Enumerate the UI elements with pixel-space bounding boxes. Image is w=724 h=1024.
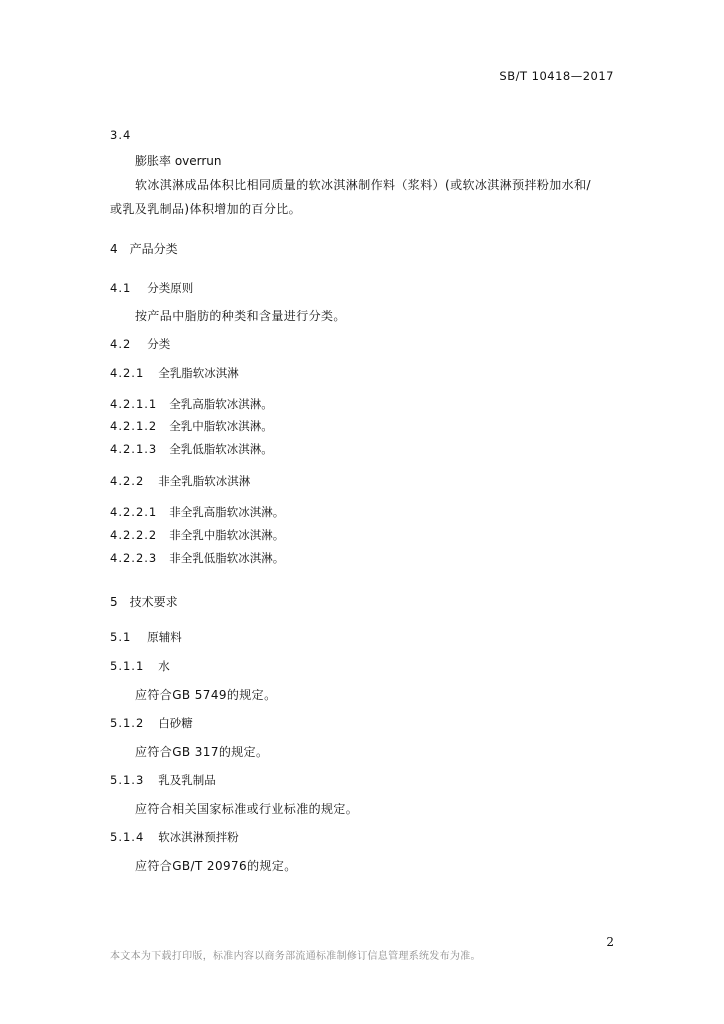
subsection-title: 软冰淇淋预拌粉 [158,830,239,844]
subsection-number: 5.1.1 [110,659,145,673]
clause-number-3-4: 3.4 [110,128,132,142]
item-number: 4.2.2.2 [110,528,158,542]
subsection-5-1-1-heading [110,661,170,673]
section-number: 4 [110,242,118,256]
term-overrun: 膨胀率 overrun [135,154,222,168]
list-item [110,507,284,519]
list-item [110,421,273,433]
item-number: 4.2.1.3 [110,442,158,456]
footer-notice: 本文本为下载打印版，标准内容以商务部流通标准制修订信息管理系统发布为准。 [110,951,481,962]
subsection-number: 5.1.2 [110,716,145,730]
subsection-title: 水 [158,659,170,673]
subsection-number: 5.1 [110,630,132,644]
subsection-number: 4.2 [110,337,132,351]
item-text: 全乳低脂软冰淇淋。 [169,442,273,456]
list-item [110,399,273,411]
subsection-5-1-3-heading [110,775,216,787]
section-title: 技术要求 [129,595,178,609]
subsection-5-1-heading [110,632,182,644]
item-number: 4.2.1.1 [110,397,158,411]
item-text: 非全乳中脂软冰淇淋。 [169,528,285,542]
subsection-number: 4.2.2 [110,474,145,488]
item-number: 4.2.2.3 [110,551,158,565]
subsection-5-1-4-heading [110,832,239,844]
section-title: 产品分类 [129,242,178,256]
item-number: 4.2.2.1 [110,505,158,519]
subsection-title: 分类 [147,337,171,351]
definition-line-1: 软冰淇淋成品体积比相同质量的软冰淇淋制作料（浆料）(或软冰淇淋预拌粉加水和/ [135,178,591,192]
section-5-heading [110,596,178,608]
subsection-number: 4.2.1 [110,366,145,380]
list-item [110,444,273,456]
paragraph-5-1-4: 应符合GB/T 20976的规定。 [135,859,297,873]
subsection-title: 非全乳脂软冰淇淋 [158,474,251,488]
subsection-title: 分类原则 [147,281,194,295]
section-number: 5 [110,595,118,609]
subsection-4-2-heading [110,339,170,351]
page-number: 2 [606,935,614,949]
item-text: 非全乳高脂软冰淇淋。 [169,505,285,519]
subsection-4-2-2-heading [110,476,250,488]
standard-number: SB/T 10418—2017 [499,69,614,83]
subsection-5-1-2-heading [110,718,193,730]
item-number: 4.2.1.2 [110,419,158,433]
list-item [110,553,284,565]
paragraph-4-1: 按产品中脂肪的种类和含量进行分类。 [135,309,346,323]
subsection-title: 原辅料 [147,630,182,644]
list-item [110,530,284,542]
subsection-4-2-1-heading [110,368,239,380]
subsection-number: 5.1.3 [110,773,145,787]
item-text: 全乳高脂软冰淇淋。 [169,397,273,411]
paragraph-5-1-2: 应符合GB 317的规定。 [135,745,269,759]
subsection-number: 4.1 [110,281,132,295]
definition-line-2: 或乳及乳制品)体积增加的百分比。 [110,202,302,216]
subsection-title: 全乳脂软冰淇淋 [158,366,239,380]
paragraph-5-1-1: 应符合GB 5749的规定。 [135,688,277,702]
paragraph-5-1-3: 应符合相关国家标准或行业标准的规定。 [135,802,359,816]
subsection-4-1-heading [110,283,193,295]
section-4-heading [110,243,178,255]
subsection-title: 白砂糖 [158,716,193,730]
subsection-number: 5.1.4 [110,830,145,844]
subsection-title: 乳及乳制品 [158,773,216,787]
item-text: 非全乳低脂软冰淇淋。 [169,551,285,565]
item-text: 全乳中脂软冰淇淋。 [169,419,273,433]
